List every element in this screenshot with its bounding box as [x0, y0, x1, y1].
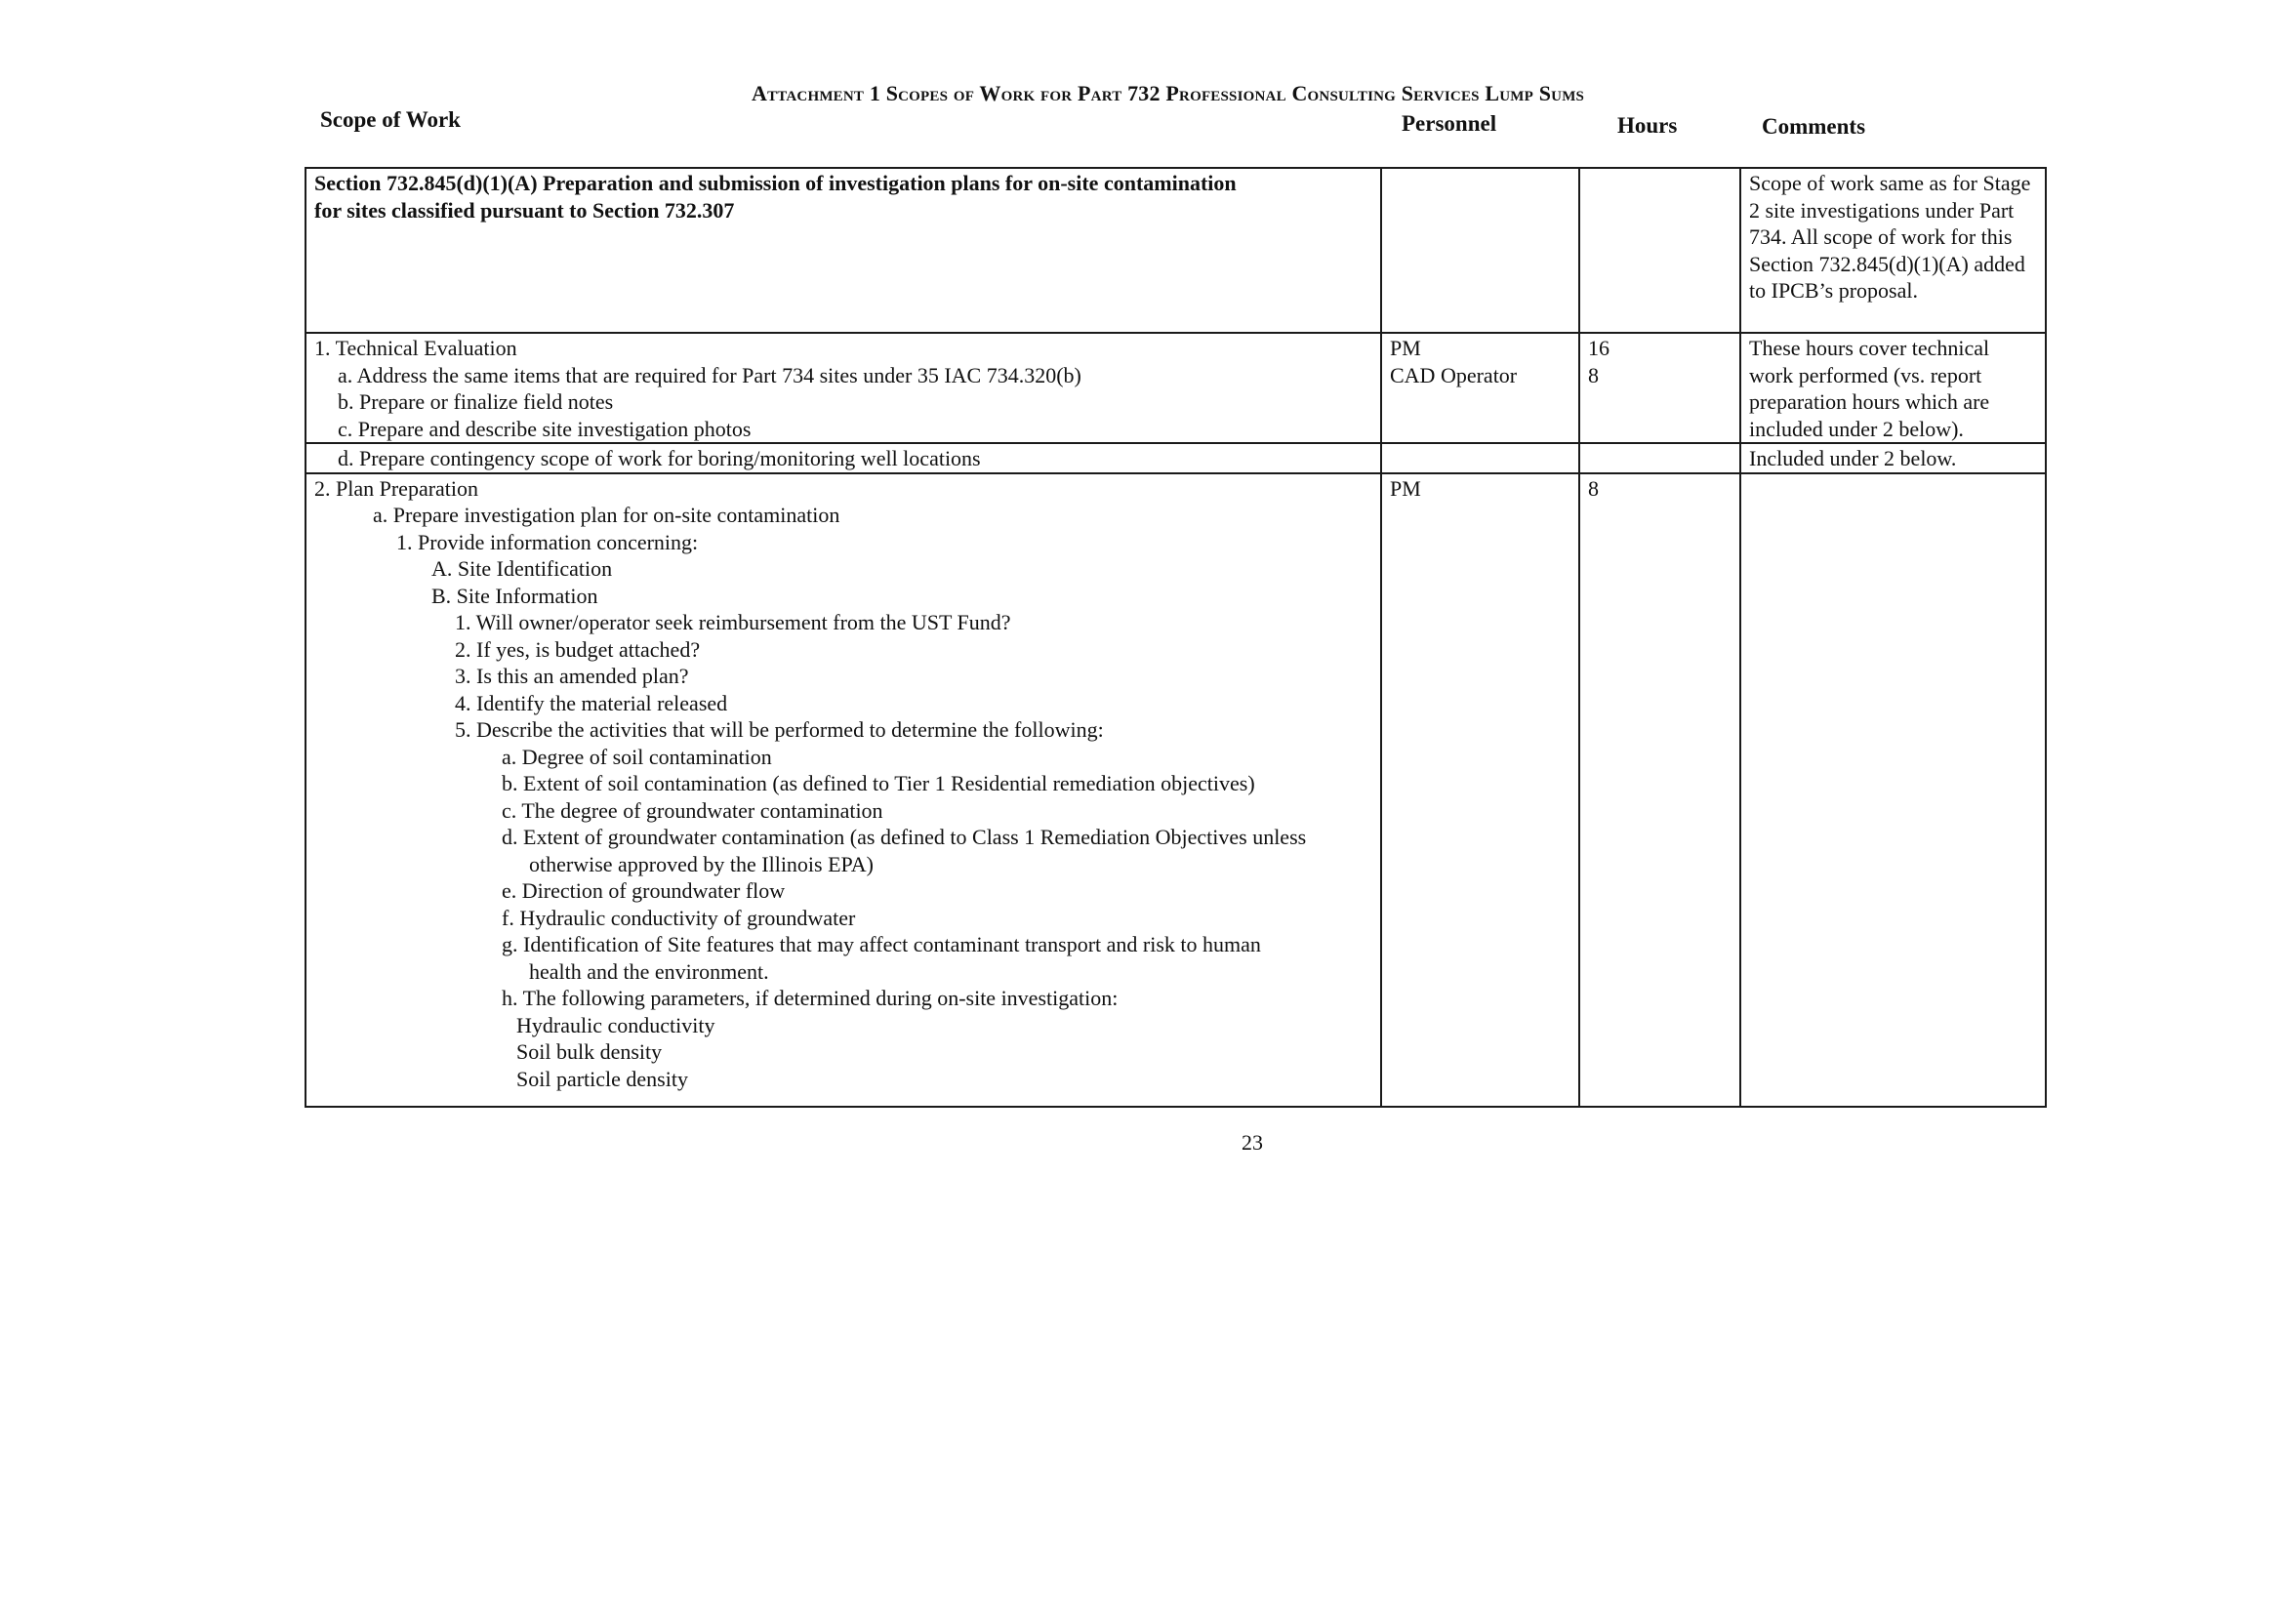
- parameter-item: Hydraulic conductivity: [516, 1012, 715, 1037]
- scope-cell: [306, 443, 1381, 473]
- comment-cell: Scope of work same as for Stage 2 site investigations under Part 734. All scope of work for this Section 732.845(d)(1)(A) added to IPCB’s proposal.: [1740, 168, 2046, 333]
- scope-of-work-table: [305, 167, 2047, 1108]
- list-item: b. Extent of soil contamination (as defined to Tier 1 Residential remediation objectives): [502, 771, 1255, 795]
- list-item: f. Hydraulic conductivity of groundwater: [502, 905, 856, 930]
- scope-cell: [306, 473, 1381, 1107]
- list-item: d. Prepare contingency scope of work for boring/monitoring well locations: [338, 446, 981, 470]
- list-item: g. Identification of Site features that may affect contaminant transport and risk to human: [502, 932, 1261, 956]
- list-item: h. The following parameters, if determined during on-site investigation:: [502, 986, 1119, 1010]
- technical-evaluation-heading: 1. Technical Evaluation: [314, 336, 517, 360]
- hours-cell: [1579, 168, 1740, 333]
- hours-value: 16: [1588, 336, 1610, 360]
- hours-cell: [1579, 443, 1740, 473]
- list-item: c. The degree of groundwater contamination: [502, 797, 883, 823]
- list-item: 1. Will owner/operator seek reimbursement from the UST Fund?: [455, 610, 1011, 634]
- list-item: a. Degree of soil contamination: [502, 744, 772, 769]
- comment-cell: Included under 2 below.: [1740, 443, 2046, 473]
- page-number: 23: [1242, 1130, 1263, 1155]
- list-item: 3. Is this an amended plan?: [455, 664, 689, 688]
- hours-cell: 8: [1579, 473, 1740, 1107]
- personnel-value: CAD Operator: [1390, 362, 1518, 387]
- hours-cell: [1579, 333, 1740, 443]
- list-item: 5. Describe the activities that will be performed to determine the following:: [455, 717, 1104, 742]
- list-item: 2. If yes, is budget attached?: [455, 636, 701, 662]
- personnel-cell: [1381, 333, 1579, 443]
- scope-cell: [306, 168, 1381, 333]
- list-item-continuation: health and the environment.: [529, 958, 769, 984]
- list-item: d. Extent of groundwater contamination (as defined to Class 1 Remediation Objectives unless: [502, 825, 1307, 849]
- personnel-cell: [1381, 443, 1579, 473]
- section-title-line-2: for sites classified pursuant to Section 732.307: [314, 197, 735, 223]
- list-item: a. Address the same items that are required for Part 734 sites under 35 IAC 734.320(b): [338, 362, 1081, 387]
- list-item: 1. Provide information concerning:: [396, 529, 699, 554]
- comment-cell: [1740, 473, 2046, 1107]
- table-row-plan-preparation: [306, 473, 2046, 1107]
- list-item: e. Direction of groundwater flow: [502, 878, 786, 903]
- list-item: A. Site Identification: [431, 556, 613, 581]
- list-item: c. Prepare and describe site investigation photos: [338, 416, 752, 441]
- list-item: 4. Identify the material released: [455, 690, 728, 715]
- parameter-item: Soil bulk density: [516, 1039, 663, 1064]
- table-row-technical-evaluation: [306, 333, 2046, 443]
- table-row-contingency: [306, 443, 2046, 473]
- scope-cell: [306, 333, 1381, 443]
- personnel-value: PM: [1390, 336, 1421, 360]
- comment-cell: These hours cover technical work performed (vs. report preparation hours which are included under 2 below).: [1740, 333, 2046, 443]
- personnel-cell: PM: [1381, 473, 1579, 1107]
- hours-value: 8: [1588, 362, 1599, 387]
- document-title: Attachment 1 Scopes of Work for Part 732 Professional Consulting Services Lump Sums: [752, 81, 1585, 105]
- plan-preparation-heading: 2. Plan Preparation: [314, 475, 479, 501]
- column-header-scope: Scope of Work: [320, 107, 461, 132]
- list-item: b. Prepare or finalize field notes: [338, 389, 614, 414]
- personnel-cell: [1381, 168, 1579, 333]
- parameter-item: Soil particle density: [516, 1066, 688, 1091]
- list-item: B. Site Information: [431, 583, 598, 608]
- column-header-personnel: Personnel: [1402, 111, 1497, 136]
- table-row-section: [306, 168, 2046, 333]
- list-item: a. Prepare investigation plan for on-site contamination: [373, 503, 840, 527]
- column-header-hours: Hours: [1617, 113, 1678, 138]
- section-title-line-1: Section 732.845(d)(1)(A) Preparation and submission of investigation plans for on-site contamination: [314, 171, 1237, 195]
- column-header-comments: Comments: [1762, 114, 1866, 139]
- list-item-continuation: otherwise approved by the Illinois EPA): [529, 851, 874, 876]
